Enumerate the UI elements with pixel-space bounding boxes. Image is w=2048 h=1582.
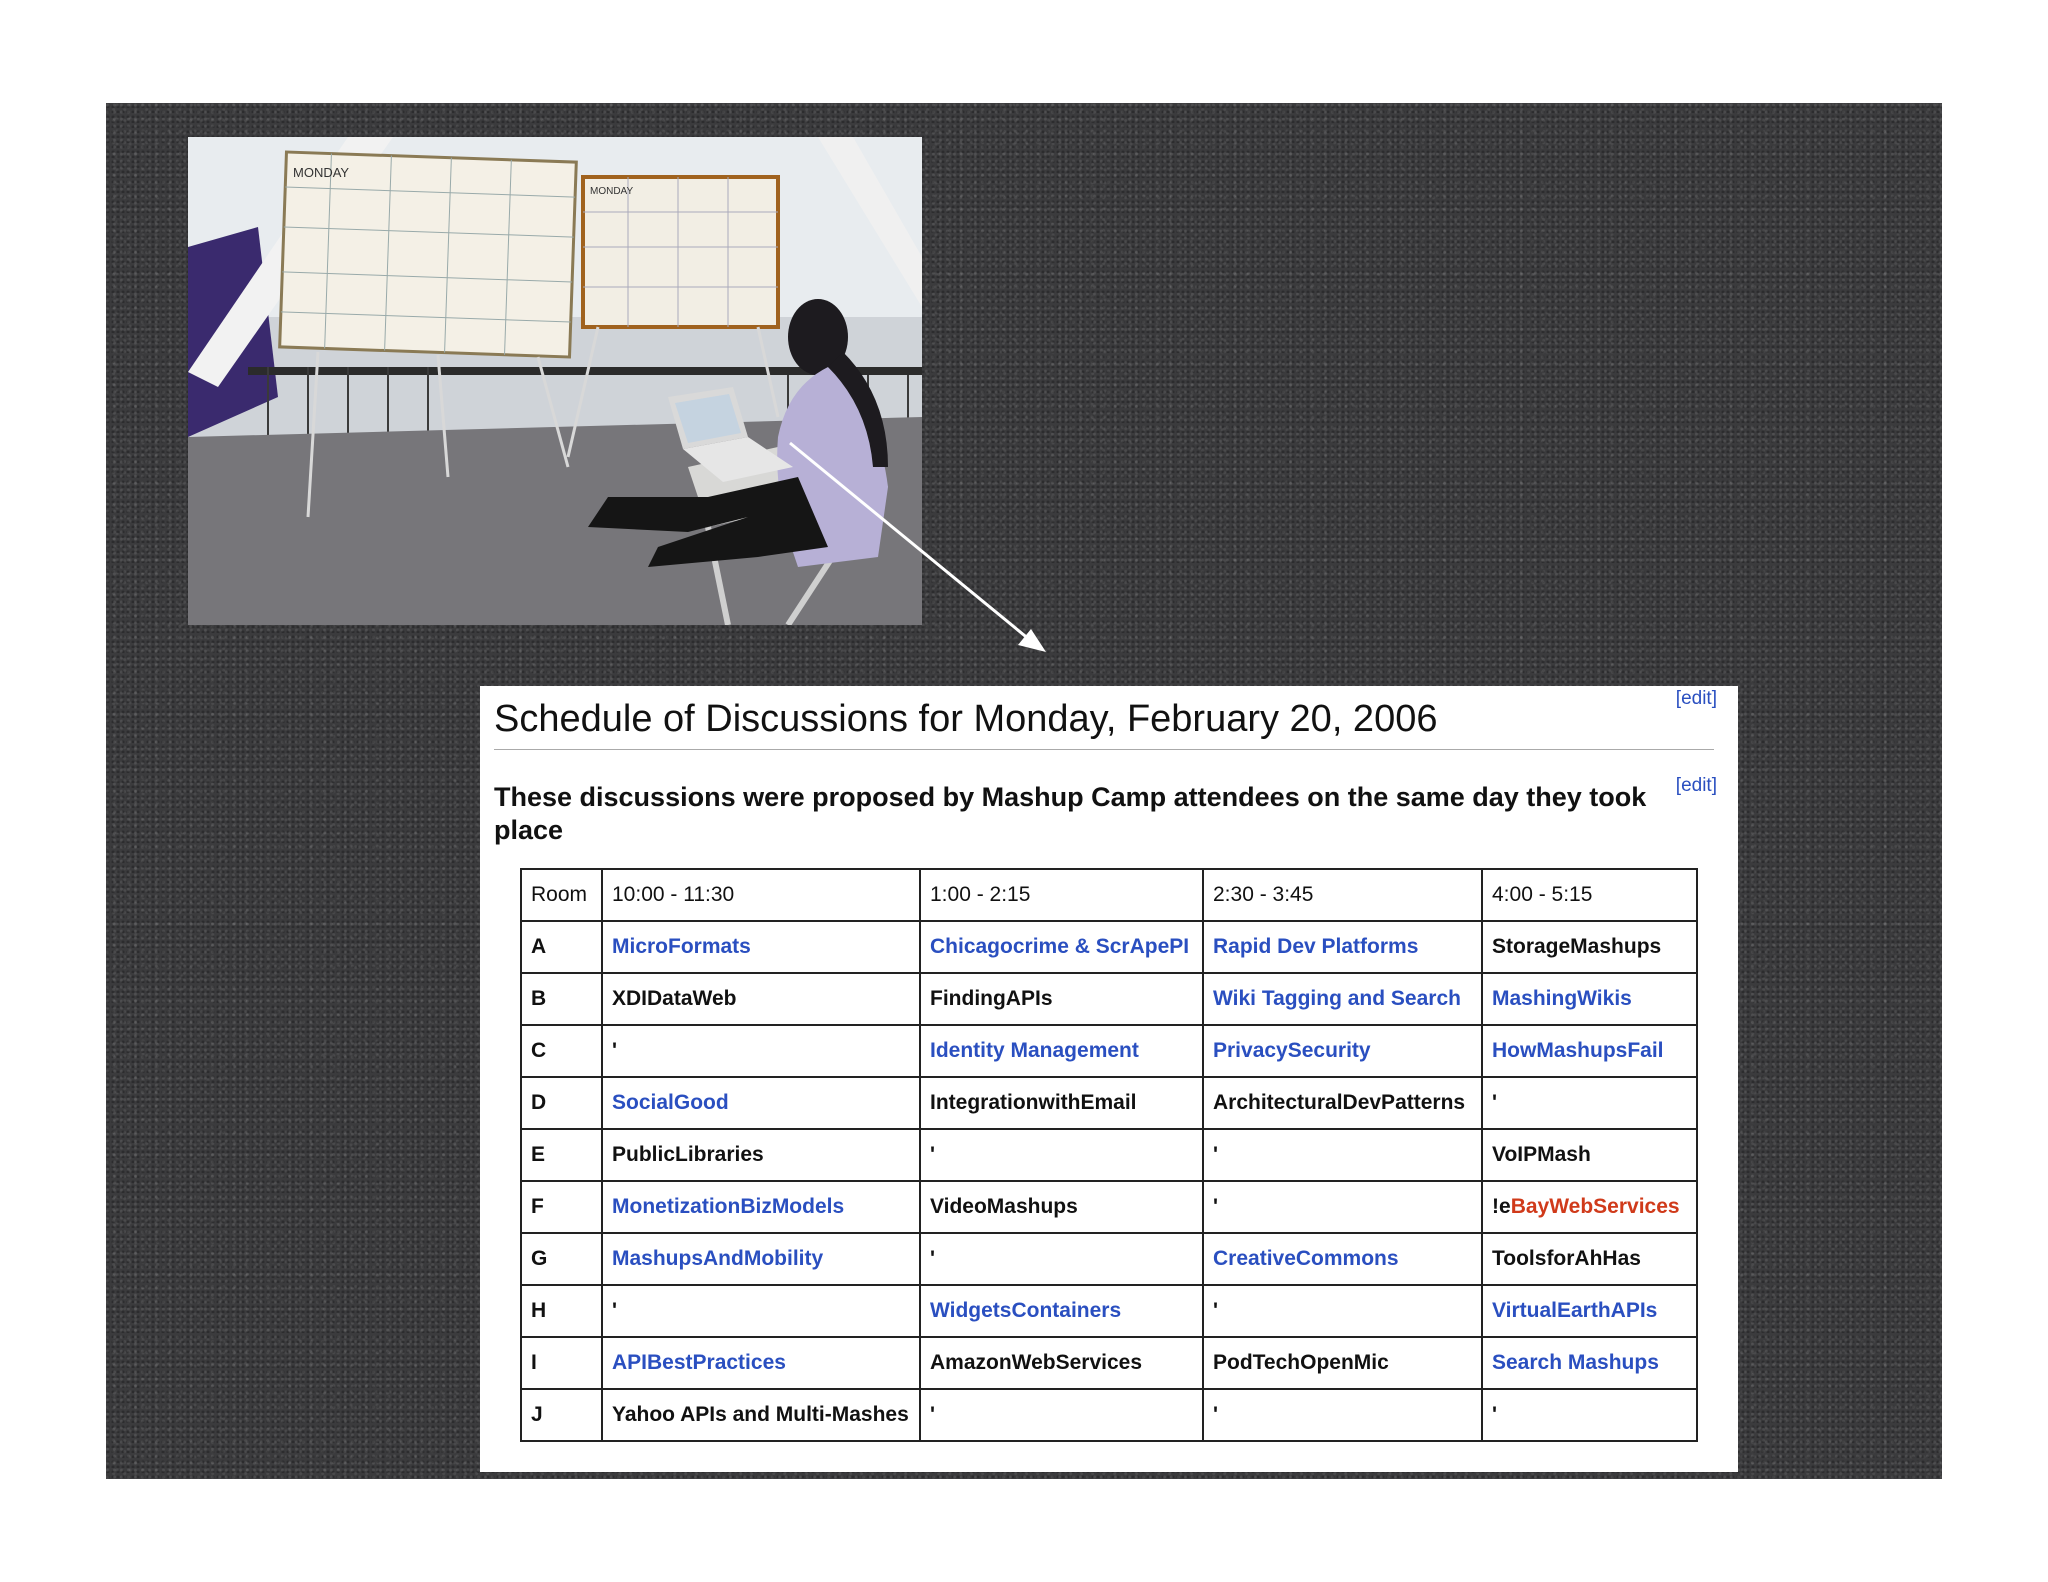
missing-page-link[interactable]: BayWebServices [1510, 1195, 1680, 1218]
table-row [521, 1285, 1697, 1337]
session-cell [1482, 973, 1697, 1025]
session-cell [602, 1129, 920, 1181]
session-text: IntegrationwithEmail [930, 1091, 1137, 1114]
session-text: VoIPMash [1492, 1143, 1591, 1166]
session-cell [602, 1389, 920, 1441]
session-link[interactable]: MashingWikis [1492, 987, 1632, 1010]
session-cell [602, 1285, 920, 1337]
board-heading-right: MONDAY [590, 186, 634, 197]
board-heading-left: MONDAY [293, 165, 350, 180]
table-row [521, 1181, 1697, 1233]
session-text: ' [930, 1403, 935, 1426]
session-text: ' [612, 1039, 617, 1062]
session-text: ' [930, 1247, 935, 1270]
room-cell: E [521, 1129, 602, 1181]
session-text: ArchitecturalDevPatterns [1213, 1091, 1466, 1114]
session-text: FindingAPIs [930, 987, 1053, 1010]
session-cell [1203, 1181, 1482, 1233]
header-slot-2: 1:00 - 2:15 [920, 869, 1203, 921]
room-cell: I [521, 1337, 602, 1389]
session-cell [602, 1337, 920, 1389]
edit-section-link[interactable]: [edit] [1675, 688, 1717, 709]
session-text: XDIDataWeb [612, 987, 737, 1010]
session-link[interactable]: Chicagocrime & ScrApePI [930, 935, 1190, 958]
room-cell: B [521, 973, 602, 1025]
session-cell [1203, 973, 1482, 1025]
session-cell [1482, 1025, 1697, 1077]
session-link[interactable]: Search Mashups [1492, 1351, 1659, 1374]
room-cell: H [521, 1285, 602, 1337]
header-slot-4: 4:00 - 5:15 [1482, 869, 1697, 921]
session-cell [602, 973, 920, 1025]
session-text: ToolsforAhHas [1492, 1247, 1641, 1270]
session-text: StorageMashups [1492, 935, 1662, 958]
session-cell [920, 1129, 1203, 1181]
page-title: Schedule of Discussions for Monday, February 20, 2006 [494, 698, 1714, 750]
session-text: ' [1492, 1091, 1497, 1114]
session-cell [920, 921, 1203, 973]
session-cell [1482, 1129, 1697, 1181]
session-text: ' [1213, 1195, 1218, 1218]
session-cell [1203, 1337, 1482, 1389]
session-cell [1482, 921, 1697, 973]
session-link[interactable]: WidgetsContainers [930, 1299, 1122, 1322]
table-row [521, 1077, 1697, 1129]
session-cell [920, 1337, 1203, 1389]
edit-subsection-link[interactable]: [edit] [1675, 775, 1717, 796]
session-text: ' [1213, 1299, 1218, 1322]
table-row [521, 921, 1697, 973]
session-link[interactable]: CreativeCommons [1213, 1247, 1399, 1270]
session-link[interactable]: HowMashupsFail [1492, 1039, 1664, 1062]
session-cell [1203, 1025, 1482, 1077]
session-cell [1482, 1181, 1697, 1233]
session-text: ' [1213, 1143, 1218, 1166]
session-text: VideoMashups [930, 1195, 1078, 1218]
section-subtitle: These discussions were proposed by Mashup Camp attendees on the same day they took place [494, 782, 1647, 845]
session-link[interactable]: Wiki Tagging and Search [1213, 987, 1461, 1010]
room-cell: F [521, 1181, 602, 1233]
session-cell [920, 1181, 1203, 1233]
schedule-table [520, 868, 1698, 1442]
session-link[interactable]: PrivacySecurity [1213, 1039, 1371, 1062]
session-text: Yahoo APIs and Multi-Mashes [612, 1403, 909, 1426]
session-text: ' [1213, 1403, 1218, 1426]
table-header-row [521, 869, 1697, 921]
session-cell [1203, 1285, 1482, 1337]
session-cell [1482, 1077, 1697, 1129]
session-cell [920, 1389, 1203, 1441]
session-link[interactable]: SocialGood [612, 1091, 729, 1114]
session-text: PublicLibraries [612, 1143, 764, 1166]
session-cell [602, 1025, 920, 1077]
session-text: !e [1492, 1195, 1511, 1218]
session-cell [1203, 1129, 1482, 1181]
session-cell [920, 1285, 1203, 1337]
session-link[interactable]: VirtualEarthAPIs [1492, 1299, 1658, 1322]
session-cell [1203, 1233, 1482, 1285]
table-row [521, 1129, 1697, 1181]
session-cell [1482, 1389, 1697, 1441]
session-cell [1482, 1233, 1697, 1285]
header-slot-1: 10:00 - 11:30 [602, 869, 920, 921]
session-link[interactable]: Identity Management [930, 1039, 1139, 1062]
session-cell [1203, 1389, 1482, 1441]
room-cell: A [521, 921, 602, 973]
session-link[interactable]: APIBestPractices [612, 1351, 786, 1374]
session-link[interactable]: Rapid Dev Platforms [1213, 935, 1419, 958]
session-cell [602, 1181, 920, 1233]
table-row [521, 1337, 1697, 1389]
session-text: PodTechOpenMic [1213, 1351, 1389, 1374]
session-text: AmazonWebServices [930, 1351, 1143, 1374]
camp-photo-illustration [188, 137, 922, 625]
session-cell [920, 1233, 1203, 1285]
table-row [521, 1389, 1697, 1441]
session-text: ' [612, 1299, 617, 1322]
session-text: ' [930, 1143, 935, 1166]
session-link[interactable]: MicroFormats [612, 935, 751, 958]
room-cell: C [521, 1025, 602, 1077]
room-cell: D [521, 1077, 602, 1129]
session-link[interactable]: MashupsAndMobility [612, 1247, 824, 1270]
session-cell [1482, 1337, 1697, 1389]
session-link[interactable]: MonetizationBizModels [612, 1195, 845, 1218]
header-room: Room [521, 869, 602, 921]
session-cell [1203, 1077, 1482, 1129]
wiki-schedule-panel [480, 686, 1738, 1472]
session-cell [920, 1025, 1203, 1077]
session-cell [1482, 1285, 1697, 1337]
room-cell: G [521, 1233, 602, 1285]
table-row [521, 1233, 1697, 1285]
session-cell [602, 1233, 920, 1285]
session-cell [920, 973, 1203, 1025]
table-row [521, 973, 1697, 1025]
session-cell [1203, 921, 1482, 973]
room-cell: J [521, 1389, 602, 1441]
session-cell [920, 1077, 1203, 1129]
header-slot-3: 2:30 - 3:45 [1203, 869, 1482, 921]
table-row [521, 1025, 1697, 1077]
session-cell [602, 1077, 920, 1129]
camp-photo [188, 137, 922, 625]
session-text: ' [1492, 1403, 1497, 1426]
session-cell [602, 921, 920, 973]
